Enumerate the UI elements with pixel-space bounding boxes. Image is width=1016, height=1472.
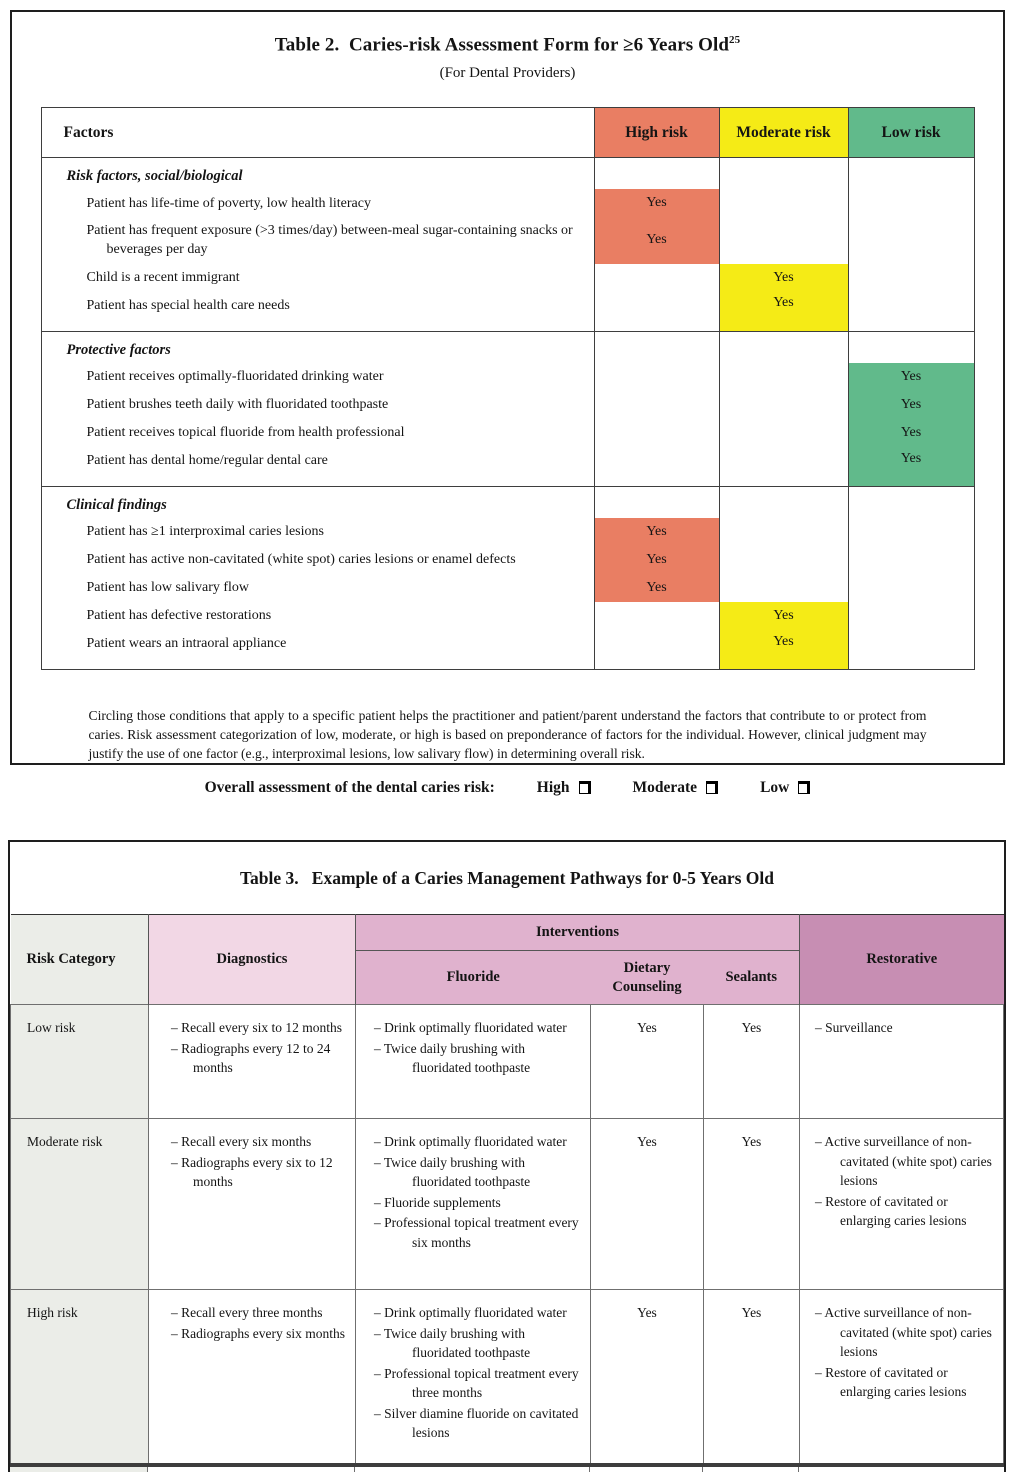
table3-col-sealants: Sealants	[704, 951, 800, 1005]
overall-assessment-line	[12, 779, 1003, 797]
factor-text	[41, 574, 594, 602]
table2-high-cell	[594, 292, 719, 332]
list-item: – Radiographs every six months	[171, 1325, 345, 1341]
table2-moderate-cell	[719, 419, 848, 447]
table2-section-header-row	[41, 332, 974, 363]
table2-col-high-risk: High risk	[594, 108, 719, 158]
table2-high-cell	[594, 602, 719, 630]
table2-moderate-cell	[719, 158, 848, 189]
table2-col-moderate-risk: Moderate risk	[719, 108, 848, 158]
table3-row	[11, 1290, 1004, 1465]
table3-header-row-1	[11, 915, 1004, 951]
table2-low-cell	[848, 217, 974, 264]
table2-title	[12, 34, 1003, 56]
table3-row	[11, 1005, 1004, 1119]
risk-category-cell: Moderate risk	[11, 1119, 149, 1290]
table2-low-cell-yes: Yes	[848, 363, 974, 391]
table2-high-cell-yes: Yes	[594, 546, 719, 574]
table2-factor-row	[41, 264, 974, 292]
factor-text	[41, 363, 594, 391]
table2-factor-row	[41, 391, 974, 419]
dietary-counseling-cell: Yes	[591, 1290, 704, 1465]
dietary-counseling-cell: Yes	[591, 1119, 704, 1290]
list-item: – Professional topical treatment every three months	[374, 1365, 579, 1401]
table3-col-risk-category: Risk Category	[11, 915, 149, 1005]
table2-moderate-cell-yes: Yes	[719, 630, 848, 670]
table3-next-row-cutoff	[10, 1467, 1004, 1472]
table2-factor-row	[41, 217, 974, 264]
sealants-cell: Yes	[704, 1005, 800, 1119]
table2-factor-row	[41, 630, 974, 670]
table2-title-superscript: 25	[729, 34, 741, 46]
table2-section-header-row	[41, 158, 974, 189]
dietary-counseling-cell: Yes	[591, 1005, 704, 1119]
table2-footnote: Circling those conditions that apply to a specific patient helps the practitioner and patient/parent understand the factors that contribute to or protect from caries. Risk assessment categorization of low, moderate, or high is based on preponderance of factors for the individual. However, clinical judgment may justify the use of one factor (e.g., interproximal lesions, low salivary flow) in determining overall risk.	[88, 708, 927, 762]
table2-low-cell	[848, 487, 974, 518]
overall-option-moderate-label: Moderate	[632, 778, 698, 796]
table2-low-cell-yes: Yes	[848, 391, 974, 419]
table2-high-cell	[594, 332, 719, 363]
list-item: – Surveillance	[815, 1020, 893, 1035]
table2-low-cell	[848, 332, 974, 363]
list-item: – Radiographs every 12 to 24 months	[171, 1040, 331, 1076]
table2-moderate-cell	[719, 518, 848, 546]
table2-col-factors: Factors	[41, 108, 594, 158]
table2-moderate-cell	[719, 189, 848, 217]
factor-text-line: Patient has low salivary flow	[86, 580, 250, 596]
table2-section	[41, 158, 974, 332]
table2-header-row	[41, 108, 974, 158]
table2-low-cell	[848, 264, 974, 292]
table2-moderate-cell	[719, 391, 848, 419]
factor-text-line: Patient has frequent exposure (>3 times/day) between-meal sugar-containing snacks or beverages per day	[86, 223, 573, 258]
table2-high-cell	[594, 487, 719, 518]
list-item: – Active surveillance of non-cavitated (white spot) caries lesions	[815, 1305, 992, 1360]
sealants-cell: Yes	[704, 1290, 800, 1465]
table2-moderate-cell-yes: Yes	[719, 602, 848, 630]
sealants-cell: Yes	[704, 1119, 800, 1290]
table2-factor-row	[41, 546, 974, 574]
overall-option-high	[537, 779, 591, 797]
list-item: – Recall every six months	[171, 1134, 312, 1149]
table2-high-cell	[594, 447, 719, 487]
table3-col-diagnostics: Diagnostics	[149, 915, 356, 1005]
table2-factor-row	[41, 447, 974, 487]
list-item: – Professional topical treatment every six months	[374, 1215, 579, 1250]
factor-text-line: Patient receives optimally-fluoridated drinking water	[86, 369, 384, 385]
fluoride-cell	[356, 1005, 591, 1119]
factor-text	[41, 630, 594, 670]
high-checkbox-icon[interactable]	[579, 781, 591, 794]
factor-text	[41, 189, 594, 217]
fluoride-cell	[356, 1290, 591, 1465]
caries-risk-assessment-table	[41, 107, 975, 670]
table2-moderate-cell	[719, 217, 848, 264]
table2-factor-row	[41, 419, 974, 447]
factor-text-line: Patient has dental home/regular dental care	[86, 452, 328, 468]
factor-text	[41, 447, 594, 487]
moderate-checkbox-icon[interactable]	[706, 781, 718, 794]
table2-page-box	[10, 10, 1005, 796]
restorative-cell	[800, 1119, 1004, 1290]
factor-text	[41, 518, 594, 546]
list-item: – Active surveillance of non-cavitated (white spot) caries lesions	[815, 1134, 992, 1189]
table2-moderate-cell-yes: Yes	[719, 264, 848, 292]
diagnostics-cell	[149, 1290, 356, 1465]
table2-moderate-cell	[719, 487, 848, 518]
table2-moderate-cell	[719, 546, 848, 574]
list-item: – Restore of cavitated or enlarging caries lesions	[815, 1364, 967, 1400]
list-item: – Twice daily brushing with fluoridated toothpaste	[374, 1040, 531, 1076]
overall-option-low-label: Low	[760, 778, 790, 796]
table3-title: Table 3. Example of a Caries Management Pathways for 0-5 Years Old	[239, 868, 775, 888]
diagnostics-cell	[149, 1119, 356, 1290]
table2-subtitle: (For Dental Providers)	[439, 65, 576, 82]
overall-assessment-label: Overall assessment of the dental caries risk:	[204, 778, 495, 796]
diagnostics-cell	[149, 1005, 356, 1119]
table2-high-cell-yes: Yes	[594, 518, 719, 546]
table2-high-cell-yes: Yes	[594, 574, 719, 602]
table2-moderate-cell	[719, 332, 848, 363]
restorative-cell	[800, 1290, 1004, 1465]
section-title: Protective factors	[66, 342, 171, 359]
factor-text	[41, 419, 594, 447]
table2-section	[41, 487, 974, 670]
caries-management-pathways-table	[10, 914, 1004, 1467]
table3-col-restorative: Restorative	[800, 915, 1004, 1005]
factor-text-line: Patient has special health care needs	[86, 297, 290, 313]
list-item: – Drink optimally fluoridated water	[374, 1305, 567, 1320]
table2-high-cell-yes: Yes	[594, 189, 719, 217]
table2-low-cell	[848, 292, 974, 332]
factor-text-line: Patient brushes teeth daily with fluoridated toothpaste	[86, 397, 389, 413]
table2-high-cell-yes: Yes	[594, 217, 719, 264]
table2-factor-row	[41, 189, 974, 217]
table2-title-text: Table 2. Caries-risk Assessment Form for ≥6 Years Old	[274, 34, 729, 56]
fluoride-cell	[356, 1119, 591, 1290]
table2-factor-row	[41, 574, 974, 602]
table2-low-cell	[848, 189, 974, 217]
table2-low-cell	[848, 518, 974, 546]
table3-col-fluoride: Fluoride	[356, 951, 591, 1005]
list-item: – Radiographs every six to 12 months	[171, 1154, 333, 1190]
table2-col-low-risk: Low risk	[848, 108, 974, 158]
table2-section-header-row	[41, 487, 974, 518]
overall-option-moderate	[633, 779, 719, 797]
table2-high-cell	[594, 363, 719, 391]
table2-moderate-cell	[719, 447, 848, 487]
risk-category-cell: Low risk	[11, 1005, 149, 1119]
table2-factor-row	[41, 518, 974, 546]
table3-page-box	[8, 840, 1006, 1472]
table2-factor-row	[41, 602, 974, 630]
table2-high-cell	[594, 264, 719, 292]
list-item: – Twice daily brushing with fluoridated toothpaste	[374, 1325, 531, 1361]
factor-text-line: Patient has ≥1 interproximal caries lesions	[86, 524, 324, 540]
section-title: Risk factors, social/biological	[66, 168, 243, 185]
restorative-cell	[800, 1005, 1004, 1119]
factor-text	[41, 217, 594, 264]
table2-low-cell	[848, 602, 974, 630]
table2-high-cell	[594, 419, 719, 447]
section-title: Clinical findings	[66, 497, 167, 514]
list-item: – Restore of cavitated or enlarging caries lesions	[815, 1193, 967, 1229]
list-item: – Recall every three months	[171, 1305, 323, 1320]
list-item: – Twice daily brushing with fluoridated toothpaste	[374, 1154, 531, 1190]
table2-low-cell-yes: Yes	[848, 447, 974, 487]
table2-moderate-cell	[719, 574, 848, 602]
factor-text	[41, 546, 594, 574]
factor-text	[41, 391, 594, 419]
factor-text-line: Patient has defective restorations	[86, 608, 272, 624]
list-item: – Fluoride supplements	[374, 1194, 501, 1210]
table2-low-cell	[848, 574, 974, 602]
list-item: – Recall every six to 12 months	[171, 1020, 342, 1035]
risk-category-cell: High risk	[11, 1290, 149, 1465]
table2-section	[41, 332, 974, 487]
factor-text	[41, 264, 594, 292]
table2-low-cell	[848, 630, 974, 670]
factor-text	[41, 602, 594, 630]
table3-body	[11, 1005, 1004, 1465]
table2-high-cell	[594, 158, 719, 189]
table3-col-interventions: Interventions	[356, 915, 800, 951]
factor-text-line: Patient has active non-cavitated (white spot) caries lesions or enamel defects	[86, 552, 516, 568]
list-item: – Silver diamine fluoride on cavitated lesions	[374, 1405, 579, 1441]
factor-text-line: Patient wears an intraoral appliance	[86, 636, 287, 652]
table2-factor-row	[41, 363, 974, 391]
table3-col-dietary-counseling: Dietary Counseling	[591, 951, 704, 1005]
factor-text-line: Patient has life-time of poverty, low health literacy	[86, 195, 371, 211]
table2-low-cell-yes: Yes	[848, 419, 974, 447]
factor-text-line: Child is a recent immigrant	[86, 270, 240, 286]
list-item: – Drink optimally fluoridated water	[374, 1020, 567, 1035]
table2-moderate-cell	[719, 363, 848, 391]
table2-factor-row	[41, 292, 974, 332]
table2-low-cell	[848, 546, 974, 574]
table3-row	[11, 1119, 1004, 1290]
factor-text	[41, 292, 594, 332]
table2-low-cell	[848, 158, 974, 189]
overall-option-high-label: High	[536, 778, 570, 796]
table2-high-cell	[594, 630, 719, 670]
low-checkbox-icon[interactable]	[798, 781, 810, 794]
factor-text-line: Patient receives topical fluoride from health professional	[86, 425, 405, 441]
list-item: – Drink optimally fluoridated water	[374, 1134, 567, 1149]
table2-moderate-cell-yes: Yes	[719, 292, 848, 332]
table2-high-cell	[594, 391, 719, 419]
overall-option-low	[760, 779, 810, 797]
